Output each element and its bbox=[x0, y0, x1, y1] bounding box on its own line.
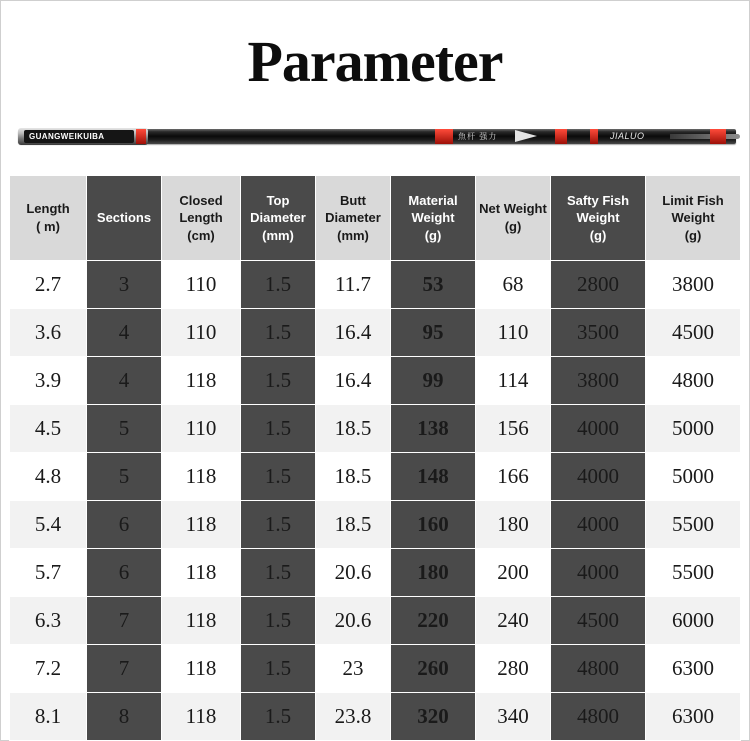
table-cell: 156 bbox=[476, 405, 551, 453]
column-header-name: Net Weight bbox=[479, 201, 547, 217]
specification-table bbox=[9, 175, 741, 741]
table-cell: 8 bbox=[87, 693, 162, 741]
table-cell: 2.7 bbox=[10, 261, 87, 309]
table-cell: 3.6 bbox=[10, 309, 87, 357]
table-cell: 1.5 bbox=[241, 597, 316, 645]
table-cell: 6000 bbox=[646, 597, 741, 645]
column-header-name: Sections bbox=[96, 210, 152, 226]
table-header-row bbox=[10, 176, 741, 261]
table-cell: 118 bbox=[162, 597, 241, 645]
table-cell: 118 bbox=[162, 549, 241, 597]
table-cell: 3 bbox=[87, 261, 162, 309]
product-image-fishing-rod bbox=[10, 115, 740, 157]
table-row bbox=[10, 645, 741, 693]
table-cell: 6 bbox=[87, 549, 162, 597]
table-header bbox=[10, 176, 741, 261]
rod-accent-stripe-2 bbox=[435, 129, 453, 144]
table-row bbox=[10, 309, 741, 357]
table-cell: 23 bbox=[316, 645, 391, 693]
table-cell: 7.2 bbox=[10, 645, 87, 693]
table-cell: 2800 bbox=[551, 261, 646, 309]
table-cell: 166 bbox=[476, 453, 551, 501]
column-header-safty-fish-weight bbox=[551, 176, 646, 261]
table-cell: 6300 bbox=[646, 693, 741, 741]
rod-brand-text: GUANGWEIKUIBA bbox=[29, 132, 105, 141]
rod-mid-text: 魚杆 强力 bbox=[458, 132, 498, 141]
table-cell: 99 bbox=[391, 357, 476, 405]
column-header-net-weight bbox=[476, 176, 551, 261]
table-cell: 138 bbox=[391, 405, 476, 453]
column-header-name: Material Weight bbox=[408, 192, 458, 226]
table-cell: 4.8 bbox=[10, 453, 87, 501]
table-cell: 8.1 bbox=[10, 693, 87, 741]
column-header-unit: (mm) bbox=[262, 227, 294, 243]
table-cell: 114 bbox=[476, 357, 551, 405]
column-header-limit-fish-weight bbox=[646, 176, 741, 261]
column-header-name: Top Diameter bbox=[250, 192, 306, 226]
table-cell: 5.4 bbox=[10, 501, 87, 549]
table-cell: 110 bbox=[162, 405, 241, 453]
table-cell: 95 bbox=[391, 309, 476, 357]
table-row bbox=[10, 693, 741, 741]
table-cell: 280 bbox=[476, 645, 551, 693]
column-header-unit: (cm) bbox=[187, 227, 215, 243]
column-header-name: Safty Fish Weight bbox=[566, 192, 630, 226]
table-cell: 180 bbox=[391, 549, 476, 597]
table-cell: 20.6 bbox=[316, 597, 391, 645]
table-row bbox=[10, 501, 741, 549]
rod-accent-stripe-3 bbox=[555, 129, 567, 144]
column-header-unit: (mm) bbox=[337, 227, 369, 243]
table-cell: 4.5 bbox=[10, 405, 87, 453]
table-cell: 4000 bbox=[551, 405, 646, 453]
table-cell: 5500 bbox=[646, 549, 741, 597]
table-cell: 4800 bbox=[551, 645, 646, 693]
table-cell: 4800 bbox=[551, 693, 646, 741]
column-header-name: Closed Length bbox=[179, 192, 223, 226]
table-cell: 5500 bbox=[646, 501, 741, 549]
table-cell: 220 bbox=[391, 597, 476, 645]
table-cell: 4000 bbox=[551, 501, 646, 549]
column-header-sections bbox=[87, 176, 162, 261]
table-cell: 1.5 bbox=[241, 453, 316, 501]
table-cell: 5 bbox=[87, 405, 162, 453]
table-cell: 4 bbox=[87, 309, 162, 357]
column-header-butt-diameter bbox=[316, 176, 391, 261]
table-cell: 3500 bbox=[551, 309, 646, 357]
table-cell: 1.5 bbox=[241, 405, 316, 453]
table-cell: 5.7 bbox=[10, 549, 87, 597]
table-cell: 5000 bbox=[646, 453, 741, 501]
column-header-unit: (g) bbox=[684, 227, 702, 243]
table-cell: 200 bbox=[476, 549, 551, 597]
table-row bbox=[10, 405, 741, 453]
table-cell: 7 bbox=[87, 597, 162, 645]
rod-brand-band bbox=[24, 130, 134, 143]
rod-accent-stripe-1 bbox=[136, 129, 146, 144]
table-cell: 148 bbox=[391, 453, 476, 501]
table-cell: 118 bbox=[162, 453, 241, 501]
table-cell: 1.5 bbox=[241, 645, 316, 693]
column-header-name: Limit Fish Weight bbox=[662, 192, 724, 226]
rod-tip bbox=[670, 134, 740, 139]
table-row bbox=[10, 357, 741, 405]
table-cell: 180 bbox=[476, 501, 551, 549]
table-cell: 18.5 bbox=[316, 501, 391, 549]
column-header-unit: (g) bbox=[589, 227, 607, 243]
table-cell: 118 bbox=[162, 357, 241, 405]
table-cell: 3800 bbox=[551, 357, 646, 405]
table-cell: 110 bbox=[476, 309, 551, 357]
table-cell: 320 bbox=[391, 693, 476, 741]
rod-accent-stripe-4 bbox=[590, 129, 598, 144]
table-cell: 4500 bbox=[551, 597, 646, 645]
table-cell: 11.7 bbox=[316, 261, 391, 309]
table-cell: 16.4 bbox=[316, 309, 391, 357]
table-row bbox=[10, 453, 741, 501]
table-cell: 7 bbox=[87, 645, 162, 693]
table-cell: 118 bbox=[162, 645, 241, 693]
table-cell: 118 bbox=[162, 693, 241, 741]
table-cell: 110 bbox=[162, 309, 241, 357]
column-header-length bbox=[10, 176, 87, 261]
table-cell: 1.5 bbox=[241, 501, 316, 549]
table-cell: 6.3 bbox=[10, 597, 87, 645]
table-cell: 6 bbox=[87, 501, 162, 549]
column-header-unit: ( m) bbox=[36, 219, 60, 234]
table-cell: 3.9 bbox=[10, 357, 87, 405]
rod-arrow-graphic bbox=[515, 130, 537, 142]
table-cell: 1.5 bbox=[241, 693, 316, 741]
table-cell: 1.5 bbox=[241, 309, 316, 357]
column-header-closed-length bbox=[162, 176, 241, 261]
table-cell: 5 bbox=[87, 453, 162, 501]
table-cell: 1.5 bbox=[241, 261, 316, 309]
table-cell: 160 bbox=[391, 501, 476, 549]
column-header-top-diameter bbox=[241, 176, 316, 261]
table-cell: 4800 bbox=[646, 357, 741, 405]
table-cell: 53 bbox=[391, 261, 476, 309]
table-cell: 6300 bbox=[646, 645, 741, 693]
table-cell: 260 bbox=[391, 645, 476, 693]
table-cell: 3800 bbox=[646, 261, 741, 309]
table-cell: 16.4 bbox=[316, 357, 391, 405]
table-body bbox=[10, 261, 741, 741]
table-cell: 5000 bbox=[646, 405, 741, 453]
table-cell: 110 bbox=[162, 261, 241, 309]
table-cell: 4500 bbox=[646, 309, 741, 357]
table-row bbox=[10, 549, 741, 597]
table-cell: 4000 bbox=[551, 549, 646, 597]
table-cell: 68 bbox=[476, 261, 551, 309]
table-cell: 20.6 bbox=[316, 549, 391, 597]
table-cell: 118 bbox=[162, 501, 241, 549]
table-cell: 18.5 bbox=[316, 405, 391, 453]
table-cell: 1.5 bbox=[241, 357, 316, 405]
column-header-unit: (g) bbox=[504, 219, 522, 234]
table-row bbox=[10, 597, 741, 645]
column-header-name: Length bbox=[26, 201, 70, 217]
column-header-unit: (g) bbox=[424, 227, 442, 243]
table-cell: 240 bbox=[476, 597, 551, 645]
table-cell: 340 bbox=[476, 693, 551, 741]
column-header-material-weight bbox=[391, 176, 476, 261]
page-title: Parameter bbox=[247, 29, 503, 94]
rod-accent-stripe-5 bbox=[710, 129, 726, 144]
table-cell: 18.5 bbox=[316, 453, 391, 501]
table-cell: 4000 bbox=[551, 453, 646, 501]
rod-side-text: JIALUO bbox=[610, 131, 645, 141]
table-cell: 23.8 bbox=[316, 693, 391, 741]
table-row bbox=[10, 261, 741, 309]
table-cell: 4 bbox=[87, 357, 162, 405]
table-cell: 1.5 bbox=[241, 549, 316, 597]
column-header-name: Butt Diameter bbox=[325, 192, 381, 226]
